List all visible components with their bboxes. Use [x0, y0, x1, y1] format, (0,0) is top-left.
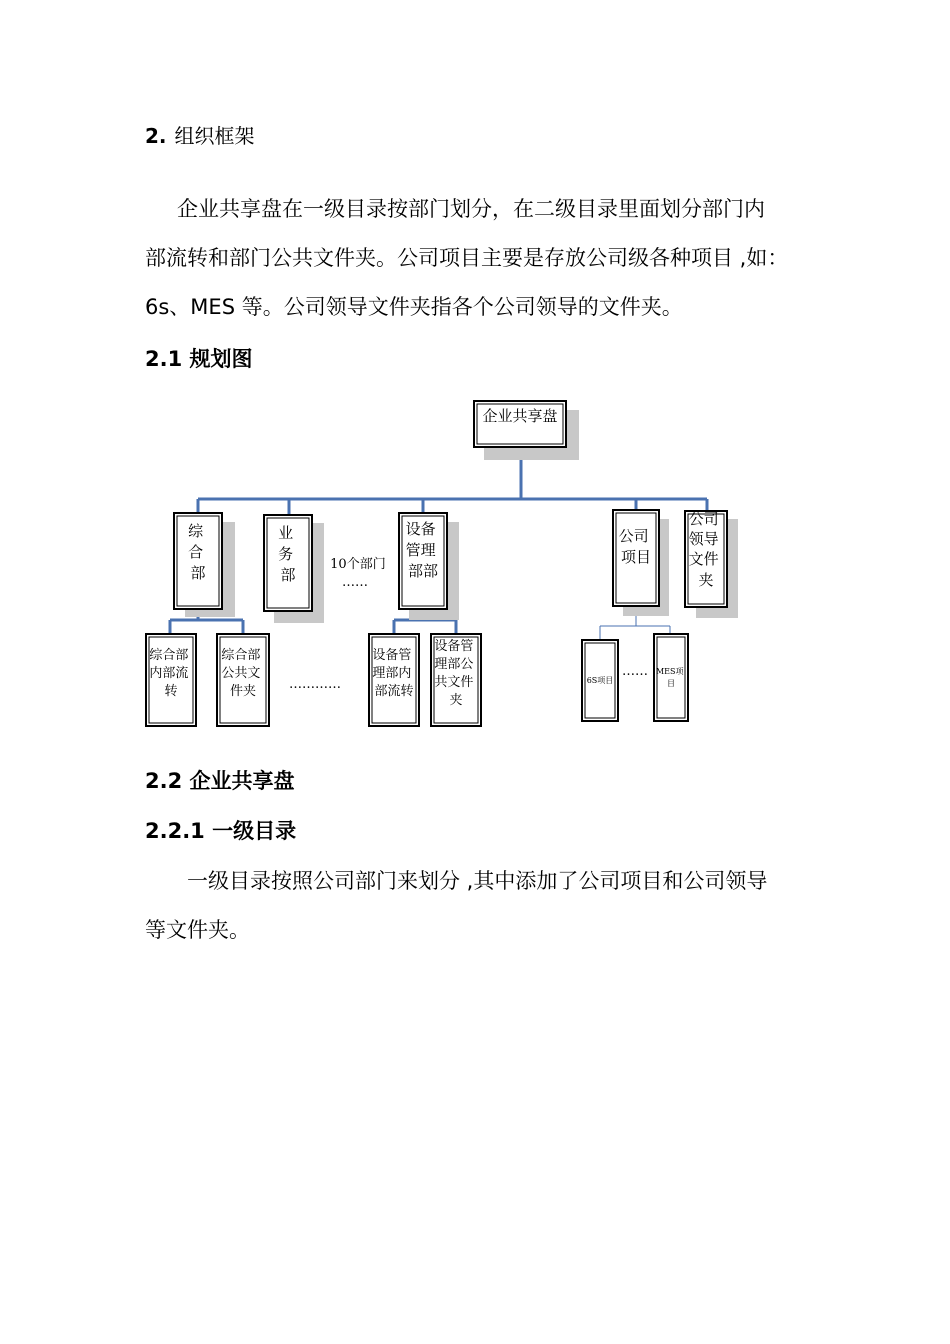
org-node-general-internal — [146, 634, 196, 726]
org-node-6s-project — [582, 640, 618, 721]
org-node-general-public — [217, 634, 269, 726]
svg-text:设备管 理部内 部流转: 设备管 理部内 部流转 — [372, 648, 414, 699]
main-heading-number: 2. — [145, 124, 167, 148]
intro-paragraph — [145, 185, 825, 332]
org-node-root-label: 企业共享盘 — [482, 407, 558, 425]
svg-text:10个部门 ……: 10个部门 …… — [330, 557, 386, 590]
intro-line: 部流转和部门公共文件夹。公司项目主要是存放公司级各种项目 ,如： — [145, 246, 789, 270]
section-2-2-title: 2.2 企业共享盘 — [145, 769, 295, 793]
org-node-equipment-internal — [369, 634, 419, 726]
level1-paragraph — [145, 857, 825, 955]
org-node-business-dept — [264, 515, 324, 623]
svg-text:设备管 理部公 共文件: 设备管 理部公 共文件 夹 — [434, 639, 474, 708]
level2-left-ellipsis: ………… — [289, 677, 341, 692]
section-2-1-title: 2.1 规划图 — [145, 347, 253, 371]
main-heading-text: 组织框架 — [174, 124, 255, 148]
org-node-company-projects — [613, 510, 669, 616]
org-chart-diagram — [140, 398, 760, 733]
intro-line: 6s、MES 等。公司领导文件夹指各个公司领导的文件夹。 — [145, 295, 683, 319]
svg-text:业 务 部: 业 务 部 — [278, 524, 296, 584]
svg-text:MES项 目: MES项 目 — [655, 667, 684, 688]
svg-text:公司 项目: 公司 项目 — [618, 527, 652, 566]
section-2-2-1-title: 2.2.1 一级目录 — [145, 819, 297, 843]
org-node-equipment-public — [431, 634, 481, 726]
svg-text:设备 管理 部部: 设备 管理 部部 — [405, 520, 439, 580]
svg-text:公司 领导 文件 夹: 公司 领导 文件 夹 — [688, 510, 719, 589]
svg-text:综合部 内部流 转: 综合部 内部流 转 — [149, 648, 189, 699]
level1-line: 一级目录按照公司部门来划分 ,其中添加了公司项目和公司领导 — [187, 869, 768, 893]
org-node-mes-project — [654, 634, 688, 721]
svg-text:综合部 公共文 件夹: 综合部 公共文 件夹 — [221, 648, 261, 699]
level2-right-ellipsis: …… — [622, 664, 648, 679]
org-node-equipment-dept — [399, 513, 459, 620]
svg-text:综 合 部: 综 合 部 — [188, 522, 206, 582]
org-node-ten-depts-label — [330, 557, 390, 590]
org-node-root — [474, 401, 579, 460]
level1-line: 等文件夹。 — [145, 918, 250, 942]
svg-text:6S项目: 6S项目 — [586, 676, 614, 685]
main-heading — [145, 122, 255, 150]
org-node-leaders-folder — [685, 510, 738, 618]
org-node-general-dept — [174, 513, 235, 617]
intro-line: 企业共享盘在一级目录按部门划分，在二级目录里面划分部门内 — [177, 197, 765, 221]
